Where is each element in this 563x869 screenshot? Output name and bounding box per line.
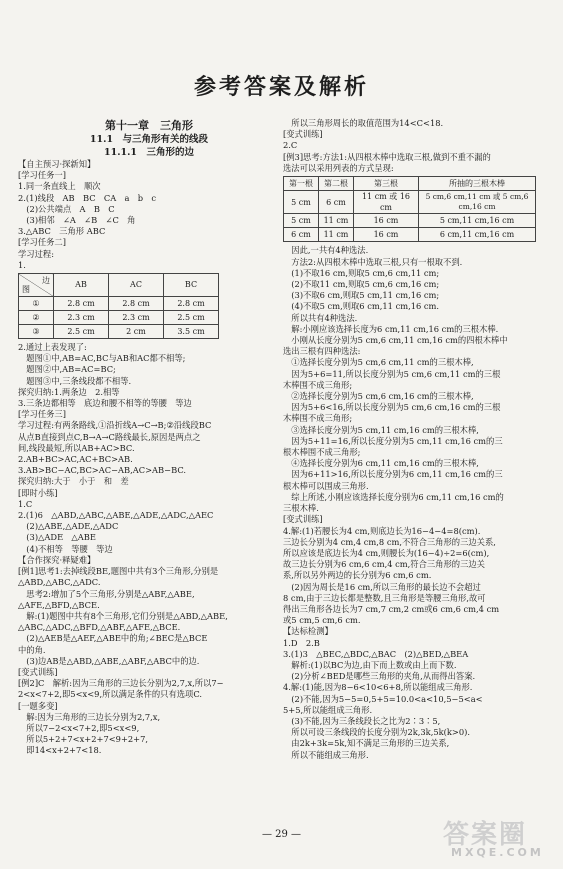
text-line: 1.C (18, 498, 33, 509)
text-line: [变式训练] (283, 129, 323, 140)
table-row (19, 325, 219, 339)
text-line: 2.C (283, 140, 298, 151)
text-line: [变式训练] (18, 666, 58, 677)
text-line: 2.通过上表发现了: (18, 342, 87, 353)
table-row (284, 191, 536, 214)
text-line: 根木棒围不成三角形; (283, 447, 361, 458)
text-line: 选法可以采用列表的方式呈现: (283, 162, 394, 173)
text-line: 因为5+11=16,所以长度分别为5 cm,11 cm,16 cm的三 (283, 435, 503, 446)
text-line: 解析:(1)以BC为边,由下而上数或由上而下数. (283, 659, 457, 670)
table-cell: ② (19, 311, 54, 325)
text-line: 【达标检测】 (283, 626, 333, 637)
table-cell: ① (19, 297, 54, 311)
table-cell: 3.5 cm (164, 325, 219, 339)
table-row (284, 228, 536, 242)
text-line: 即14<x+2+7<18. (18, 745, 102, 756)
text-line: 所以7−2<x<7+2,即5<x<9, (18, 722, 140, 733)
text-line: 5+5,所以能组成三角形. (283, 704, 373, 715)
text-line: 由2k+3k=5k,知不满足三角形的三边关系, (283, 738, 450, 749)
table-header: 第二根 (319, 177, 354, 191)
table-header: AB (54, 274, 109, 297)
text-line: (4)不相等 等腰 等边 (18, 543, 113, 554)
text-line: 木棒围不成三角形; (283, 413, 353, 424)
watermark-url: MXQE.COM (451, 846, 544, 859)
text-line: (1)不取16 cm,则取5 cm,6 cm,11 cm; (283, 267, 440, 278)
text-line: ③选择长度分别为5 cm,11 cm,16 cm的三根木棒, (283, 424, 479, 435)
text-line: 三边长分别为4 cm,4 cm,8 cm,不符合三角形的三边关系, (283, 536, 496, 547)
text-line: (2)公共端点 A B C (18, 203, 115, 214)
right-text-block-b (283, 245, 549, 760)
text-line: 从点B直接到点C,B→A→C路线最长,原因是两点之 (18, 431, 201, 442)
site-watermark-logo (437, 812, 555, 862)
table-row (19, 311, 219, 325)
table-cell: 2.5 cm (164, 311, 219, 325)
table-cell: ③ (19, 325, 54, 339)
table-cell: 5 cm (284, 214, 319, 228)
table-row (19, 297, 219, 311)
left-text-block-b (18, 342, 280, 757)
text-line: 方法2:从四根木棒中选取三根,只有一根取不到. (283, 256, 463, 267)
table-cell: 6 cm,11 cm,16 cm (419, 228, 536, 242)
text-line: [学习任务三] (18, 409, 66, 420)
table-row (284, 214, 536, 228)
text-line: (2)不能,因为5−5=0,5+5=10.0<a<10,5−5<a< (283, 693, 483, 704)
chapter-heading: 第十一章 三角形 (105, 119, 193, 132)
text-line: 题图①中,AB=AC,BC与AB和AC都不相等; (18, 353, 186, 364)
table-header: 第三根 (354, 177, 419, 191)
text-line: [学习任务一] (18, 170, 66, 181)
table-cell: 11 cm (319, 228, 354, 242)
text-line: 因此,一共有4种选法. (283, 245, 369, 256)
text-line: 3.AB>BC−AC,BC>AC−AB,AC>AB−BC. (18, 465, 187, 476)
subsection-heading: 11.1.1 三角形的边 (103, 147, 195, 158)
table-cell: 6 cm (284, 228, 319, 242)
text-line: (2)因为周长是16 cm,所以三角形的最长边不会超过 (283, 581, 481, 592)
text-line: (3)不取6 cm,则取5 cm,11 cm,16 cm; (283, 290, 440, 301)
text-line: 所以可设三条线段的长度分别为2k,3k,5k(k>0). (283, 727, 471, 738)
table-cell: 2.8 cm (164, 297, 219, 311)
text-line: ②选择长度分别为5 cm,6 cm,16 cm的三根木棒, (283, 391, 474, 402)
text-line: 题图②中,AB=AC=BC; (18, 364, 116, 375)
left-text-block-a (18, 159, 280, 271)
table-corner-bottom: 图 (22, 284, 30, 294)
text-line: 因为5+6=11,所以长度分别为5 cm,6 cm,11 cm的三根 (283, 368, 501, 379)
text-line: 2.AB+BC>AC,AC+BC>AB. (18, 454, 133, 465)
table-header: 第一根 (284, 177, 319, 191)
table-cell: 5 cm,11 cm,16 cm (419, 214, 536, 228)
text-line: 小刚从长度分别为5 cm,6 cm,11 cm,16 cm的四根木棒中 (283, 335, 508, 346)
text-line: 学习过程:有两条路线,①沿折线A→C→B;②沿线段BC (18, 420, 212, 431)
text-line: △AFE,△BFD,△BCE. (18, 599, 100, 610)
text-line: 解:(1)题图中共有8个三角形,它们分别是△ABD,△ABE, (18, 610, 228, 621)
text-line: [例3]思考:方法1:从四根木棒中选取三根,做到不重不漏的 (283, 151, 491, 162)
text-line: △ABD,△ABC,△ADC. (18, 577, 101, 588)
table-cell: 2.3 cm (54, 311, 109, 325)
text-line: 3.(1)3 △BEC,△BDC,△BAC (2)△BED,△BEA (283, 648, 469, 659)
text-line: 解:因为三角形的三边长分别为2,7,x, (18, 711, 161, 722)
table-header: AC (109, 274, 164, 297)
text-line: 【自主预习·探新知】 (18, 159, 96, 169)
text-line: 1. (18, 259, 26, 270)
text-line: 所以5+2+7<x+2+7<9+2+7, (18, 734, 149, 745)
text-line: 8 cm,由于三边长都是整数,且三角形是等腰三角形,故可 (283, 592, 486, 603)
text-line: [例2]C 解析:因为三角形的三边长分别为2,7,x,所以7− (18, 678, 224, 689)
watermark-text: 答案圈 (443, 820, 528, 850)
right-text-block-a (283, 118, 549, 174)
text-line: 【合作探究·释疑难】 (18, 554, 96, 565)
table-cell: 11 cm 或 16 cm (354, 191, 419, 214)
text-line: 思考2:增加了5个三角形,分别是△ABF,△ABE, (18, 588, 195, 599)
text-line: ①选择长度分别为5 cm,6 cm,11 cm的三根木棒, (283, 357, 474, 368)
text-line: (2)△ABE,△ADE,△ADC (18, 521, 119, 532)
table-cell: 2 cm (109, 325, 164, 339)
table-cell: 11 cm (319, 214, 354, 228)
text-line: 学习过程: (18, 248, 54, 259)
table-cell: 5 cm (284, 191, 319, 214)
text-line: 得出三角形各边长为7 cm,7 cm,2 cm或6 cm,6 cm,4 cm (283, 603, 500, 614)
table-corner-top: 边 (42, 276, 50, 286)
text-line: 中的角. (18, 644, 46, 655)
text-line: 探究归纳:大于 小于 和 差 (18, 476, 129, 487)
text-line: (4)不取5 cm,则取6 cm,11 cm,16 cm. (283, 301, 440, 312)
side-length-table (18, 273, 219, 339)
text-line: 1.同一条直线上 顺次 (18, 181, 101, 192)
text-line: 3.△ABC 三角形 ABC (18, 226, 106, 237)
text-line: 所以应该是底边长为4 cm,则腰长为(16−4)÷2=6(cm), (283, 547, 490, 558)
text-line: 4.解:(1)若腰长为4 cm,则底边长为16−4−4=8(cm). (283, 525, 481, 536)
table-corner-cell (19, 274, 54, 297)
text-line: 或5 cm,5 cm,6 cm. (283, 615, 361, 626)
text-line: 解:小刚应该选择长度为6 cm,11 cm,16 cm的三根木棒. (283, 323, 499, 334)
page-number: — 29 — (261, 829, 302, 840)
text-line: 因为6+11>16,所以长度分别为6 cm,11 cm,16 cm的三 (283, 469, 503, 480)
text-line: (3)相邻 ∠A ∠B ∠C 角 (18, 215, 136, 226)
table-cell: 5 cm,6 cm,11 cm 或 5 cm,6 cm,16 cm (419, 191, 536, 214)
page-title: 参考答案及解析 (193, 74, 369, 100)
table-cell: 16 cm (354, 214, 419, 228)
text-line: ④选择长度分别为6 cm,11 cm,16 cm的三根木棒, (283, 458, 479, 469)
text-line: 探究归纳:1.两条边 2.相等 (18, 386, 120, 397)
text-line: [一题多变] (18, 700, 58, 711)
text-line: 木棒围不成三角形; (283, 379, 353, 390)
text-line: 综上所述,小刚应该选择长度分别为6 cm,11 cm,16 cm的 (283, 491, 504, 502)
text-line: △ABC,△ADC,△BFD,△ABF,△AFE,△BCE. (18, 622, 181, 633)
stick-selection-table (283, 176, 536, 242)
text-line: 2.(1)6 △ABD,△ABC,△ABE,△ADE,△ADC,△AEC (18, 510, 214, 521)
text-line: 间,线段最短,所以AB+AC>BC. (18, 442, 135, 453)
text-line: 1.D 2.B (283, 637, 320, 648)
text-line: 故三边长分别为6 cm,6 cm,4 cm,符合三角形的三边关 (283, 559, 485, 570)
right-column (283, 118, 549, 761)
text-line: [变式训练] (283, 514, 323, 525)
text-line: 所以三角形周长的取值范围为14<C<18. (283, 118, 444, 128)
table-cell: 2.8 cm (54, 297, 109, 311)
text-line: (3)边AB是△ABD,△ABE,△ABF,△ABC中的边. (18, 655, 200, 666)
table-cell: 2.5 cm (54, 325, 109, 339)
table-cell: 16 cm (354, 228, 419, 242)
text-line: 所以共有4种选法. (283, 312, 358, 323)
table-header: 所抽的三根木棒 (419, 177, 536, 191)
text-line: 选出三根有四种选法: (283, 346, 361, 357)
text-line: 2.(1)线段 AB BC CA a b c (18, 192, 156, 203)
text-line: 因为5+6<16,所以长度分别为5 cm,6 cm,16 cm的三根 (283, 402, 501, 413)
text-line: 2<x<7+2,即5<x<9,所以满足条件的只有选项C. (18, 689, 203, 700)
text-line: 3.三条边都相等 底边和腰不相等的等腰 等边 (18, 398, 192, 409)
table-cell: 6 cm (319, 191, 354, 214)
text-line: 三根木棒. (283, 503, 319, 514)
text-line: 根木棒可以围成三角形. (283, 480, 369, 491)
left-column (18, 118, 280, 757)
text-line: (2)不取11 cm,则取5 cm,6 cm,16 cm; (283, 279, 440, 290)
text-line: [即时小练] (18, 487, 58, 498)
text-line: 4.解:(1)能,因为8−6<10<6+8,所以能组成三角形. (283, 682, 473, 693)
table-cell: 2.3 cm (109, 311, 164, 325)
text-line: [学习任务二] (18, 237, 66, 248)
text-line: (3)△ADE △ABE (18, 532, 96, 543)
text-line: 系,所以另外两边的长分别为6 cm,6 cm. (283, 570, 432, 581)
text-line: 所以不能组成三角形. (283, 749, 369, 760)
table-header: BC (164, 274, 219, 297)
text-line: [例1]思考1:去掉线段BE,题图中共有3个三角形,分别是 (18, 566, 219, 577)
section-heading: 11.1 与三角形有关的线段 (89, 134, 209, 145)
text-line: (2)△AEB是△AEF,△ABE中的角;∠BEC是△BCE (18, 633, 208, 644)
table-cell: 2.8 cm (109, 297, 164, 311)
text-line: (2)分析∠BED是哪些三角形的夹角,从而得出答案. (283, 671, 476, 682)
text-line: (3)不能,因为三条线段长之比为2∶3∶5, (283, 715, 441, 726)
text-line: 题图③中,三条线段都不相等. (18, 375, 132, 386)
